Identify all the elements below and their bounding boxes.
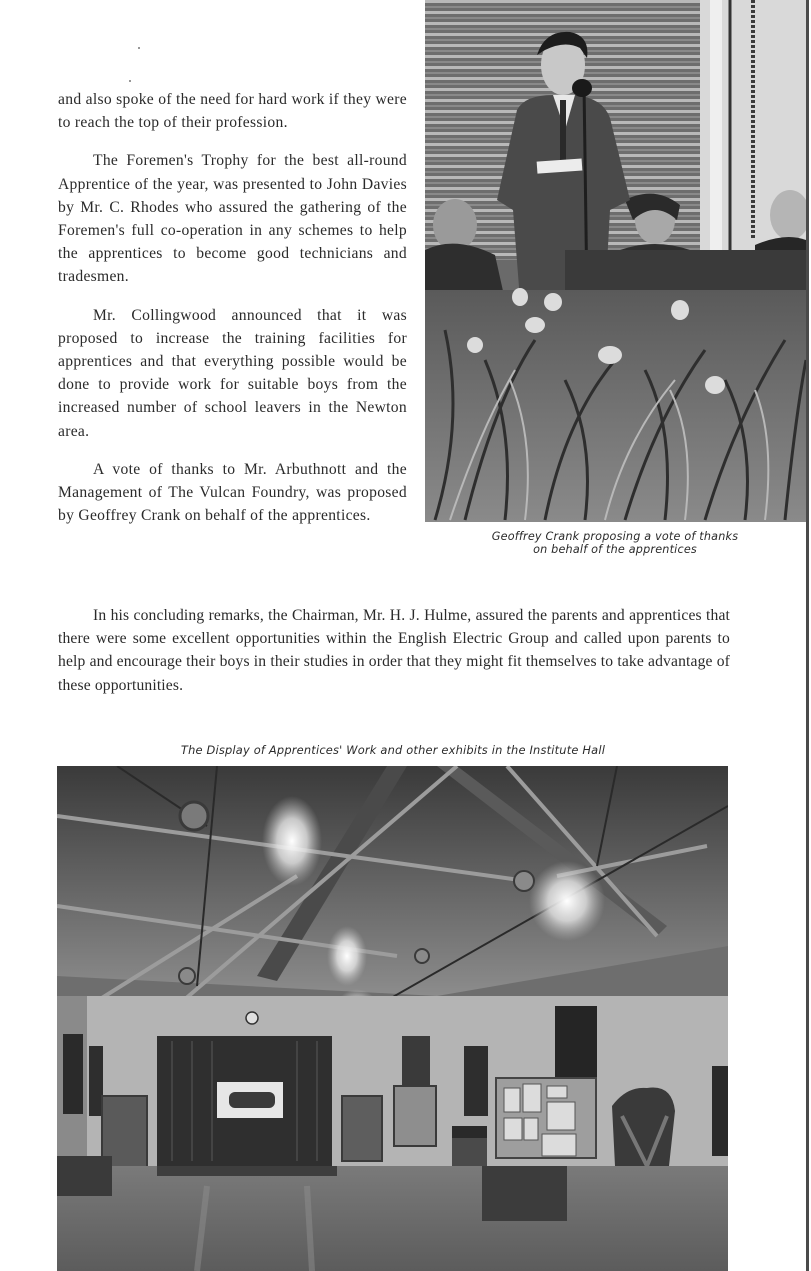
paragraph-concluding-remarks: In his concluding remarks, the Chairman, Mr. H. J. Hulme, assured the parents and apprentices that there were some excellent opportunities within the English Electric Group and called upon parents to help and encourage their boys in their studies in order that they might fit themselves to take advantage of these opportunities. [58, 607, 730, 694]
photo-caption-hall: The Display of Apprentices' Work and other exhibits in the Institute Hall [180, 743, 606, 757]
article-column [58, 88, 407, 542]
paragraph-continued: and also spoke of the need for hard work if they were to reach the top of their profession. [58, 91, 407, 132]
hall-photo-illustration [57, 766, 728, 1271]
paragraph-foremens-trophy: The Foremen's Trophy for the best all-round Apprentice of the year, was presented to John Davies by Mr. C. Rhodes who assured the gathering of the Foremen's full co-operation in any schemes to help the apprentices to become good technicians and tradesmen. [58, 152, 407, 286]
caption-line: on behalf of the apprentices [533, 542, 697, 556]
article-full-width [58, 604, 730, 697]
page-edge-line [806, 0, 809, 1271]
print-speck [138, 47, 140, 49]
photo-caption-speaker [430, 531, 800, 556]
paragraph-vote-of-thanks: A vote of thanks to Mr. Arbuthnott and the Management of The Vulcan Foundry, was proposed by Geoffrey Crank on behalf of the apprentices. [58, 460, 407, 525]
photo-institute-hall [57, 766, 728, 1271]
caption-line: Geoffrey Crank proposing a vote of thanks [491, 530, 739, 543]
speaker-photo-illustration [425, 0, 806, 522]
paragraph-collingwood: Mr. Collingwood announced that it was proposed to increase the training facilities for apprentices and that everything possible would be done to provide work for suitable boys from the increased number of school leavers in the Newton area. [58, 306, 407, 440]
photo-speaker [425, 0, 806, 522]
print-speck [129, 80, 131, 82]
